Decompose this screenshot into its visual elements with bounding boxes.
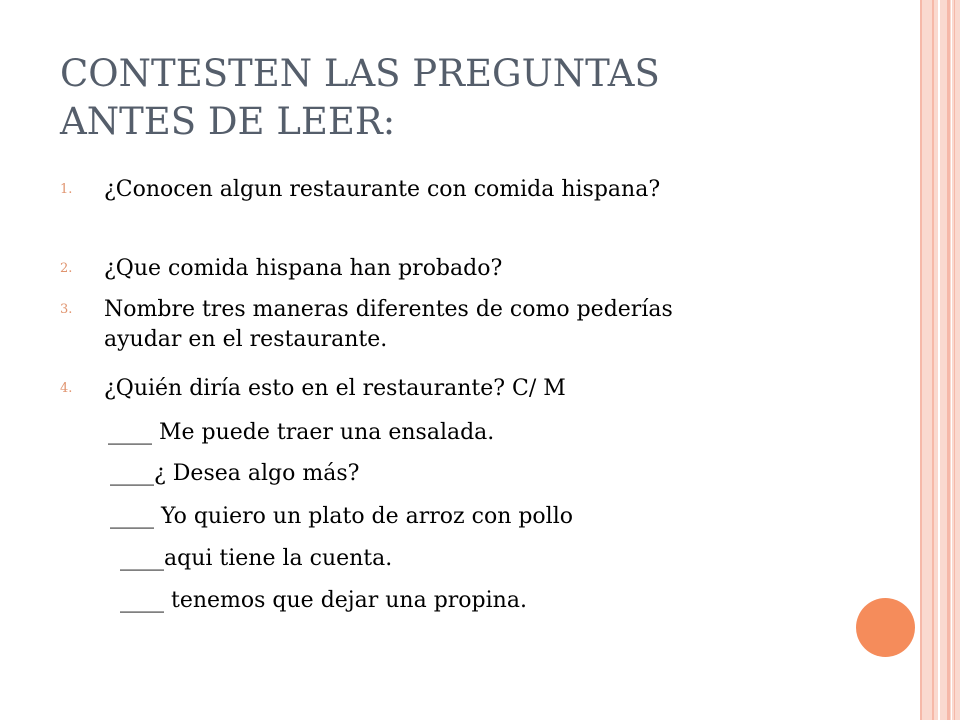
stripe-line (951, 0, 952, 720)
fill-in-line: ____¿ Desea algo más? (110, 461, 360, 486)
question-item (60, 254, 740, 284)
fill-in-line: ____ tenemos que dejar una propina. (120, 588, 527, 613)
question-text: ¿Conocen algun restaurante con comida hispana? (104, 177, 661, 202)
question-item (60, 374, 740, 404)
fill-in-line: ____aqui tiene la cuenta. (120, 546, 393, 571)
slide-title (60, 50, 820, 146)
stripe-line (932, 0, 934, 720)
stripe-line (920, 0, 922, 720)
question-text: ¿Que comida hispana han probado? (104, 256, 503, 281)
title-line-1: CONTESTEN LAS PREGUNTAS (60, 52, 660, 95)
stripe-line (947, 0, 950, 720)
question-item (60, 295, 740, 355)
question-text: Nombre tres maneras diferentes de como pederías ayudar en el restaurante. (104, 297, 673, 352)
question-number: 1. (60, 182, 73, 197)
question-number: 3. (60, 302, 73, 317)
question-item (60, 175, 740, 205)
stripe-line (954, 0, 955, 720)
question-number: 2. (60, 261, 73, 276)
decorative-orange-circle (856, 598, 915, 657)
stripe-line (938, 0, 940, 720)
title-line-2: ANTES DE LEER: (60, 100, 396, 143)
fill-in-line: ____ Yo quiero un plato de arroz con pollo (110, 504, 573, 529)
fill-in-line: ____ Me puede traer una ensalada. (108, 420, 495, 445)
question-number: 4. (60, 381, 73, 396)
question-text: ¿Quién diría esto en el restaurante? C/ M (104, 376, 566, 401)
decorative-stripes (920, 0, 960, 720)
